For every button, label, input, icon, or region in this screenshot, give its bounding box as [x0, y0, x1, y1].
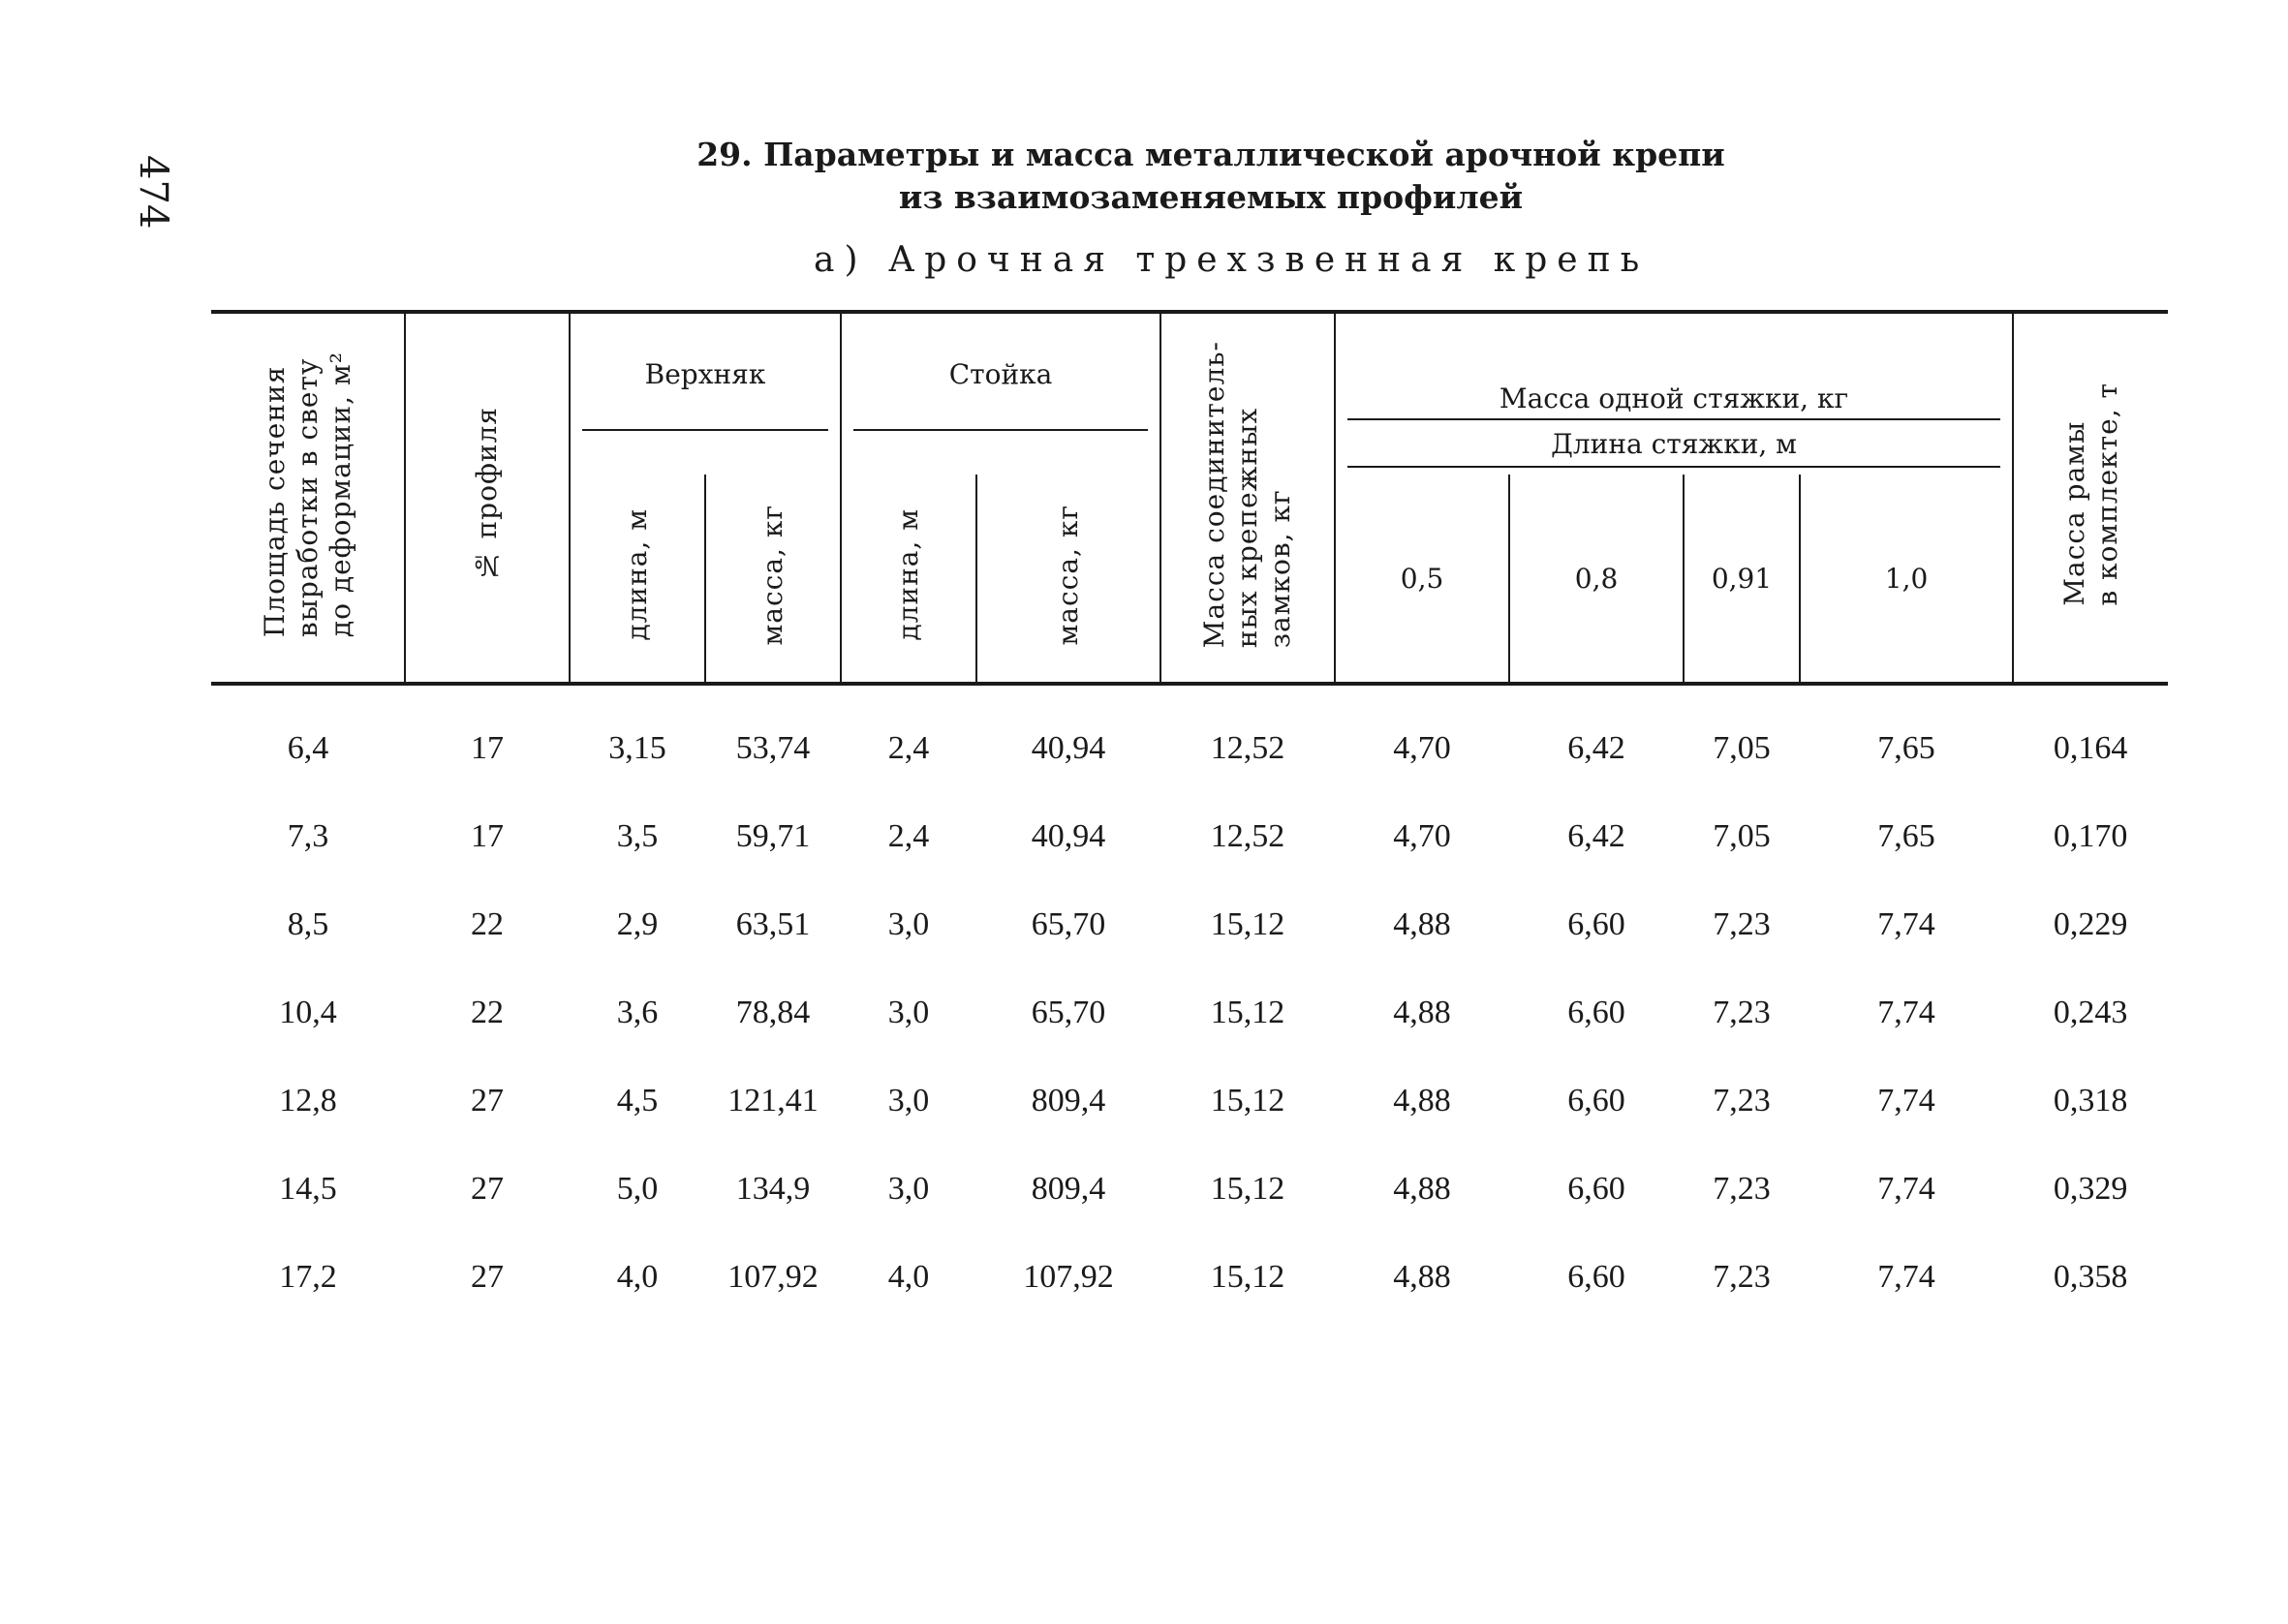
table-body — [211, 684, 2168, 1321]
header-tie-mass-text: Масса одной стяжки, кг — [1347, 383, 2000, 420]
header-connectors-text: Масса соединитель- ных крепежных замков, кг — [1198, 340, 1297, 649]
cell-tie-0-91: 7,23 — [1713, 994, 1771, 1030]
header-tie-length-1: 0,8 — [1509, 475, 1684, 684]
cell-tie-0-5: 4,88 — [1393, 1258, 1451, 1295]
header-crossbar-mass-text: масса, кг — [757, 504, 788, 646]
header-post-text: Стойка — [853, 358, 1148, 431]
cell-post-mass: 809,4 — [1031, 1082, 1106, 1118]
cell-tie-0-8: 6,42 — [1567, 817, 1625, 854]
cell-profile: 22 — [471, 994, 504, 1030]
cell-connectors-mass: 12,52 — [1210, 817, 1285, 854]
header-profile — [405, 312, 570, 684]
cell-post-length: 3,0 — [887, 1170, 930, 1207]
cell-connectors-mass: 15,12 — [1210, 1082, 1285, 1118]
cell-crossbar-mass: 63,51 — [735, 905, 811, 942]
cell-crossbar-mass: 107,92 — [727, 1258, 819, 1295]
cell-connectors-mass: 15,12 — [1210, 1258, 1285, 1295]
table-row — [211, 1233, 2168, 1321]
cell-post-length: 4,0 — [887, 1258, 930, 1295]
cell-tie-0-8: 6,60 — [1567, 1082, 1625, 1118]
table-row — [211, 1145, 2168, 1233]
cell-frame-mass: 0,229 — [2053, 905, 2128, 942]
cell-crossbar-length: 2,9 — [616, 905, 659, 942]
cell-crossbar-length: 3,5 — [616, 817, 659, 854]
table-row — [211, 792, 2168, 880]
cell-area: 6,4 — [287, 729, 329, 766]
header-post — [841, 312, 1160, 475]
cell-tie-1-0: 7,65 — [1877, 729, 1935, 766]
cell-crossbar-mass: 53,74 — [735, 729, 811, 766]
cell-tie-0-5: 4,88 — [1393, 1082, 1451, 1118]
cell-tie-0-8: 6,42 — [1567, 729, 1625, 766]
table-subtitle: а) Арочная трехзвенная крепь — [814, 240, 1650, 280]
header-post-mass — [976, 475, 1160, 684]
cell-crossbar-mass: 59,71 — [735, 817, 811, 854]
cell-tie-0-5: 4,88 — [1393, 905, 1451, 942]
header-frame-mass — [2013, 312, 2168, 684]
data-table-wrapper — [211, 310, 2168, 1321]
cell-tie-1-0: 7,74 — [1877, 994, 1935, 1030]
header-tie-mass — [1335, 312, 2013, 420]
cell-crossbar-length: 3,6 — [616, 994, 659, 1030]
header-frame-mass-text: Масса рамы в комплекте, т — [2057, 383, 2123, 606]
cell-crossbar-mass: 78,84 — [735, 994, 811, 1030]
cell-frame-mass: 0,358 — [2053, 1258, 2128, 1295]
table-row — [211, 1057, 2168, 1145]
cell-tie-1-0: 7,74 — [1877, 1258, 1935, 1295]
cell-post-length: 3,0 — [887, 905, 930, 942]
cell-connectors-mass: 12,52 — [1210, 729, 1285, 766]
table-title — [620, 134, 1802, 219]
cell-area: 10,4 — [279, 994, 337, 1030]
cell-area: 8,5 — [287, 905, 329, 942]
cell-tie-1-0: 7,65 — [1877, 817, 1935, 854]
header-tie-length-2: 0,91 — [1684, 475, 1800, 684]
cell-frame-mass: 0,170 — [2053, 817, 2128, 854]
cell-tie-0-8: 6,60 — [1567, 1258, 1625, 1295]
header-post-length — [841, 475, 976, 684]
title-line-1: 29. Параметры и масса металлической арочной крепи — [696, 136, 1725, 173]
header-crossbar — [570, 312, 841, 475]
cell-area: 7,3 — [287, 817, 329, 854]
cell-tie-0-8: 6,60 — [1567, 1170, 1625, 1207]
header-connectors — [1160, 312, 1335, 684]
cell-tie-0-91: 7,23 — [1713, 1258, 1771, 1295]
cell-post-mass: 40,94 — [1031, 817, 1106, 854]
header-crossbar-mass — [705, 475, 841, 684]
cell-area: 14,5 — [279, 1170, 337, 1207]
cell-tie-0-91: 7,05 — [1713, 817, 1771, 854]
cell-post-mass: 40,94 — [1031, 729, 1106, 766]
header-tie-length — [1335, 420, 2013, 475]
header-area-text: Площадь сечения выработки в свету до деформации, м² — [258, 351, 356, 638]
cell-tie-0-8: 6,60 — [1567, 994, 1625, 1030]
cell-profile: 17 — [471, 817, 504, 854]
cell-tie-0-91: 7,23 — [1713, 1170, 1771, 1207]
page-number: 474 — [131, 155, 175, 230]
cell-tie-1-0: 7,74 — [1877, 905, 1935, 942]
cell-post-mass: 809,4 — [1031, 1170, 1106, 1207]
cell-crossbar-length: 4,5 — [616, 1082, 659, 1118]
header-tie-length-0: 0,5 — [1335, 475, 1509, 684]
cell-frame-mass: 0,243 — [2053, 994, 2128, 1030]
table-row — [211, 880, 2168, 968]
table-header — [211, 312, 2168, 684]
cell-frame-mass: 0,329 — [2053, 1170, 2128, 1207]
cell-tie-0-91: 7,23 — [1713, 1082, 1771, 1118]
cell-crossbar-length: 4,0 — [616, 1258, 659, 1295]
cell-connectors-mass: 15,12 — [1210, 1170, 1285, 1207]
arch-support-table — [211, 310, 2168, 1321]
cell-profile: 22 — [471, 905, 504, 942]
header-tie-length-3: 1,0 — [1800, 475, 2013, 684]
cell-profile: 27 — [471, 1258, 504, 1295]
cell-tie-0-5: 4,70 — [1393, 817, 1451, 854]
cell-post-mass: 65,70 — [1031, 905, 1106, 942]
cell-tie-0-91: 7,05 — [1713, 729, 1771, 766]
cell-post-mass: 65,70 — [1031, 994, 1106, 1030]
title-line-2: из взаимозаменяемых профилей — [898, 178, 1524, 216]
header-area — [211, 312, 405, 684]
cell-tie-0-5: 4,70 — [1393, 729, 1451, 766]
cell-profile: 27 — [471, 1170, 504, 1207]
cell-connectors-mass: 15,12 — [1210, 905, 1285, 942]
table-row — [211, 968, 2168, 1057]
cell-tie-0-91: 7,23 — [1713, 905, 1771, 942]
cell-tie-1-0: 7,74 — [1877, 1170, 1935, 1207]
cell-crossbar-mass: 121,41 — [727, 1082, 819, 1118]
header-profile-text: № профиля — [471, 407, 503, 582]
cell-tie-1-0: 7,74 — [1877, 1082, 1935, 1118]
cell-area: 17,2 — [279, 1258, 337, 1295]
cell-area: 12,8 — [279, 1082, 337, 1118]
cell-crossbar-mass: 134,9 — [735, 1170, 811, 1207]
header-post-length-text: длина, м — [892, 508, 924, 641]
cell-profile: 27 — [471, 1082, 504, 1118]
table-row — [211, 684, 2168, 792]
header-crossbar-length-text: длина, м — [621, 508, 653, 641]
cell-tie-0-5: 4,88 — [1393, 994, 1451, 1030]
cell-tie-0-5: 4,88 — [1393, 1170, 1451, 1207]
cell-crossbar-length: 3,15 — [608, 729, 666, 766]
cell-frame-mass: 0,318 — [2053, 1082, 2128, 1118]
cell-post-length: 3,0 — [887, 1082, 930, 1118]
header-crossbar-text: Верхняк — [582, 358, 828, 431]
cell-connectors-mass: 15,12 — [1210, 994, 1285, 1030]
cell-tie-0-8: 6,60 — [1567, 905, 1625, 942]
cell-frame-mass: 0,164 — [2053, 729, 2128, 766]
cell-post-length: 2,4 — [887, 817, 930, 854]
cell-profile: 17 — [471, 729, 504, 766]
header-post-mass-text: масса, кг — [1052, 504, 1084, 646]
header-crossbar-length — [570, 475, 705, 684]
header-tie-length-text: Длина стяжки, м — [1347, 428, 2000, 468]
cell-post-length: 3,0 — [887, 994, 930, 1030]
cell-crossbar-length: 5,0 — [616, 1170, 659, 1207]
cell-post-length: 2,4 — [887, 729, 930, 766]
cell-post-mass: 107,92 — [1023, 1258, 1114, 1295]
